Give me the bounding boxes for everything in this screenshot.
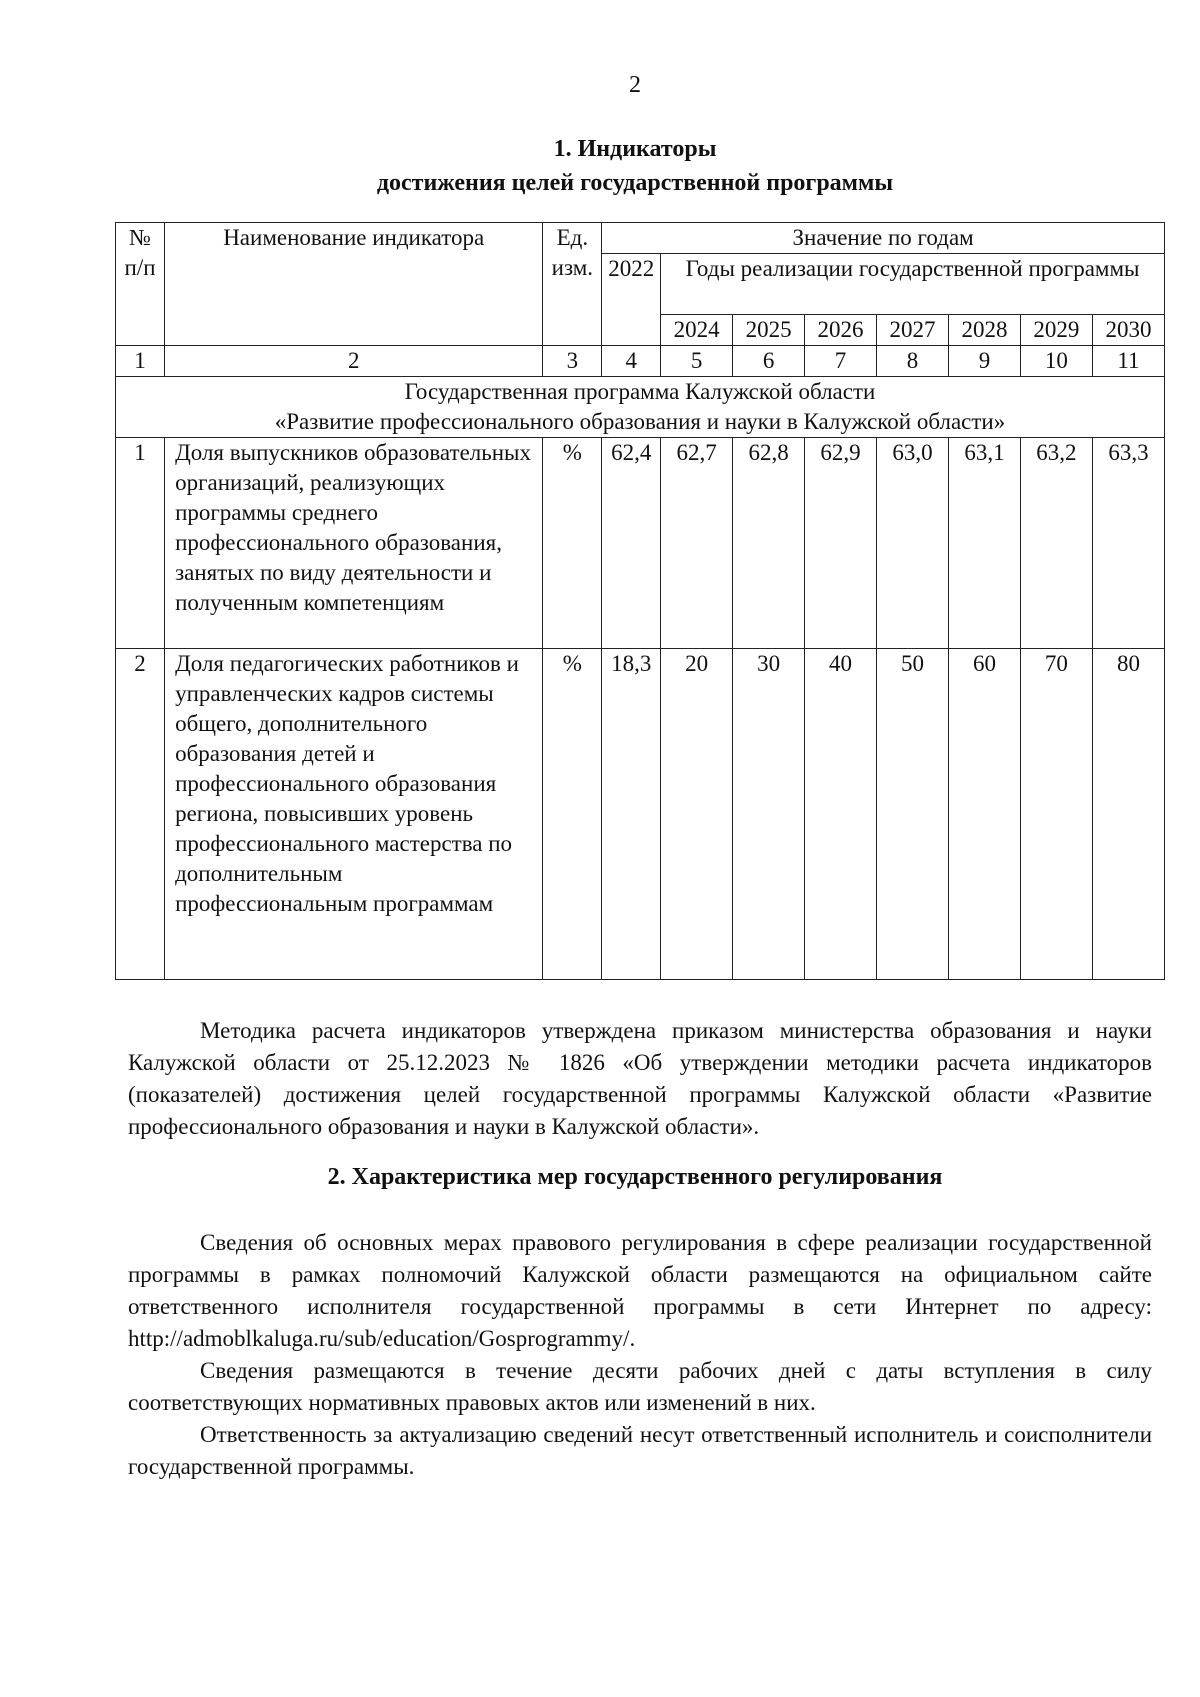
- section-2-paragraph: Сведения размещаются в течение десяти рабочих дней с даты вступления в силу соответствующих нормативных правовых актов или изменений в них.: [128, 1358, 1152, 1415]
- program-title-line2: «Развитие профессионального образования и науки в Калужской области»: [274, 409, 1006, 434]
- indicator-name: Доля педагогических работников и управленческих кадров системы общего, дополнительного образования детей и профессионального образования региона, повысивших уровень профессионального мастерства по дополнительным профессиональным программам: [165, 649, 543, 980]
- header-name: Наименование индикатора: [165, 223, 543, 346]
- col-number: 6: [733, 346, 805, 377]
- value-cell: 62,9: [805, 438, 877, 649]
- col-number: 4: [602, 346, 661, 377]
- header-year: 2027: [877, 315, 949, 346]
- value-cell: 18,3: [602, 649, 661, 980]
- section-1-title-line1: 1. Индикаторы: [553, 136, 717, 162]
- value-cell: 20: [661, 649, 733, 980]
- program-title-cell: [116, 377, 1165, 438]
- section-2-title: 2. Характеристика мер государственного регулирования: [327, 1164, 943, 1190]
- col-number: 2: [165, 346, 543, 377]
- section-1-title: [0, 132, 1200, 200]
- value-cell: 63,2: [1020, 438, 1092, 649]
- header-year: 2025: [733, 315, 805, 346]
- header-year: 2030: [1092, 315, 1164, 346]
- header-impl-years: Годы реализации государственной программы: [661, 254, 1165, 315]
- page-number: 2: [629, 72, 641, 98]
- header-year: 2026: [805, 315, 877, 346]
- col-number: 11: [1092, 346, 1164, 377]
- value-cell: 63,0: [877, 438, 949, 649]
- value-cell: 70: [1020, 649, 1092, 980]
- value-cell: 62,4: [602, 438, 661, 649]
- col-number: 9: [948, 346, 1020, 377]
- section-2-paragraph: Сведения об основных мерах правового регулирования в сфере реализации государственной программы в рамках полномочий Калужской области размещаются на официальном сайте ответственного исполнителя государственной программы в сети Интернет по адресу: http://admoblkaluga.ru/sub/education/Gosprogrammy/.: [128, 1230, 1152, 1351]
- value-cell: 63,1: [948, 438, 1020, 649]
- value-cell: 30: [733, 649, 805, 980]
- value-cell: 62,8: [733, 438, 805, 649]
- row-num: 2: [116, 649, 165, 980]
- value-cell: 80: [1092, 649, 1164, 980]
- header-year: 2029: [1020, 315, 1092, 346]
- col-number: 3: [543, 346, 602, 377]
- indicators-table: [115, 222, 1165, 980]
- table-row: [116, 649, 1165, 980]
- program-title-line1: Государственная программа Калужской области: [404, 379, 876, 404]
- method-paragraph: Методика расчета индикаторов утверждена приказом министерства образования и науки Калужской области от 25.12.2023 № 1826 «Об утверждении методики расчета индикаторов (показателей) достижения целей государственной программы Калужской области «Развитие профессионального образования и науки в Калужской области».: [128, 1018, 1152, 1139]
- col-number: 1: [116, 346, 165, 377]
- header-values-by-year: Значение по годам: [602, 223, 1165, 254]
- header-year: 2024: [661, 315, 733, 346]
- section-2-paragraph: Ответственность за актуализацию сведений несут ответственный исполнитель и соисполнители государственной программы.: [128, 1422, 1152, 1479]
- column-numbers-row: [116, 346, 1165, 377]
- value-cell: 60: [948, 649, 1020, 980]
- indicator-unit: %: [543, 649, 602, 980]
- header-year: 2028: [948, 315, 1020, 346]
- col-number: 7: [805, 346, 877, 377]
- value-cell: 40: [805, 649, 877, 980]
- header-unit: Ед. изм.: [543, 223, 602, 346]
- value-cell: 50: [877, 649, 949, 980]
- table-row: [116, 438, 1165, 649]
- col-number: 8: [877, 346, 949, 377]
- value-cell: 62,7: [661, 438, 733, 649]
- value-cell: 63,3: [1092, 438, 1164, 649]
- row-num: 1: [116, 438, 165, 649]
- section-1-title-line2: достижения целей государственной программы: [376, 170, 894, 196]
- header-base-year: 2022: [602, 254, 661, 346]
- indicator-unit: %: [543, 438, 602, 649]
- indicator-name: Доля выпускников образовательных организаций, реализующих программы среднего профессионального образования, занятых по виду деятельности и полученным компетенциям: [165, 438, 543, 649]
- col-number: 5: [661, 346, 733, 377]
- col-number: 10: [1020, 346, 1092, 377]
- header-num: № п/п: [116, 223, 165, 346]
